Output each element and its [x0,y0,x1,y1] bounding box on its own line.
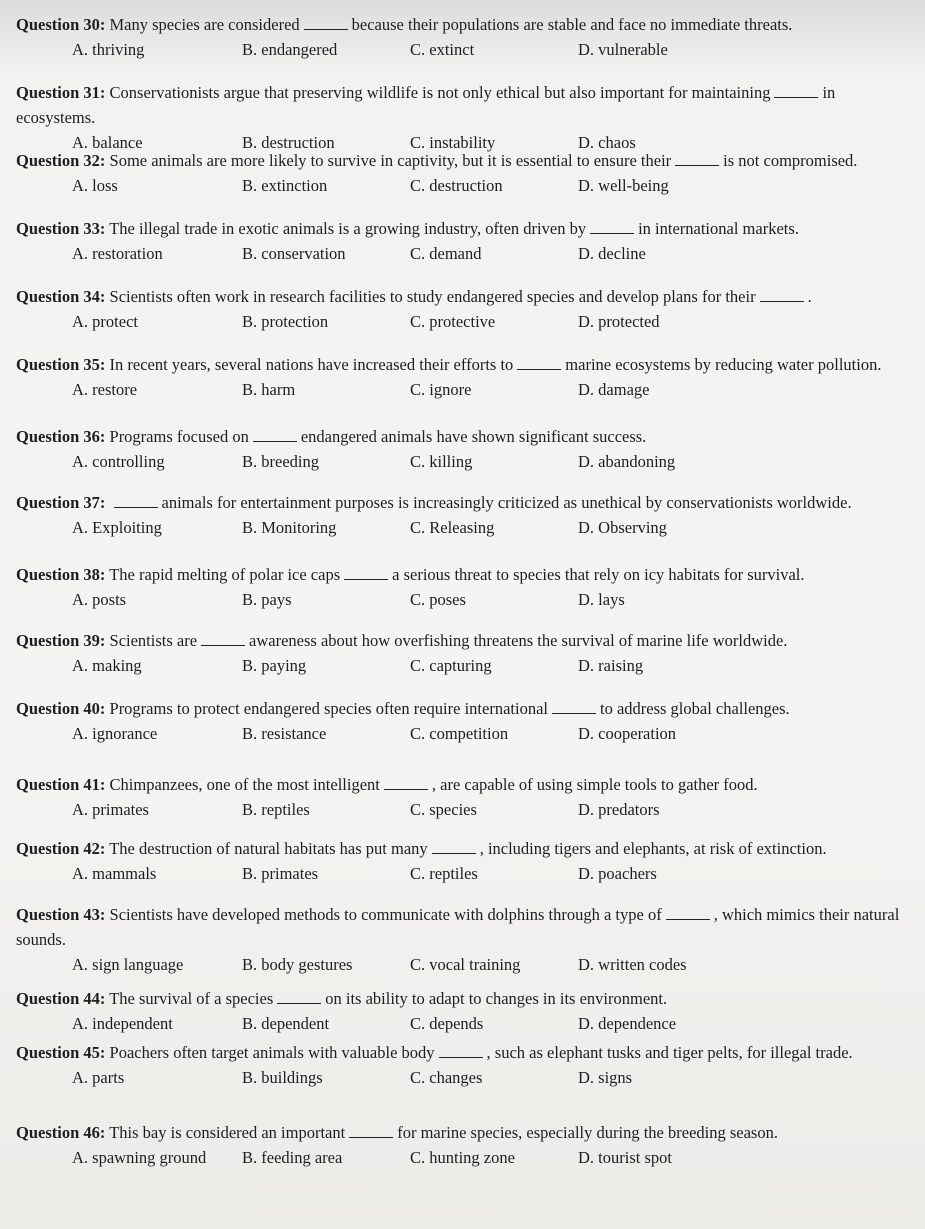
option-c: C. hunting zone [410,1148,515,1167]
stem-before-blank: Chimpanzees, one of the most intelligent [109,775,380,794]
stem-after-blank: for marine species, especially during the breeding season. [397,1123,778,1142]
question-stem [16,352,906,377]
stem-before-blank: Many species are considered [109,15,300,34]
option-a: A. protect [72,312,138,331]
question-number: Question 38: [16,565,106,584]
question-32 [16,148,906,197]
option-c: C. demand [410,244,482,263]
question-44 [16,986,906,1035]
question-number: Question 45: [16,1043,106,1062]
question-36 [16,424,906,473]
stem-before-blank: Scientists often work in research facilities to study endangered species and develop plans for their [109,287,756,306]
question-number: Question 33: [16,219,106,238]
option-d: D. signs [578,1068,633,1087]
question-42 [16,836,906,885]
option-c: C. reptiles [410,864,478,883]
option-d: D. well-being [578,176,669,195]
option-c: C. species [410,800,477,819]
question-number: Question 44: [16,989,106,1008]
question-31 [16,80,906,154]
option-d: D. cooperation [578,724,677,743]
options [16,954,906,976]
question-stem [16,696,906,721]
question-39 [16,628,906,677]
option-c: C. killing [410,452,473,471]
stem-after-blank: because their populations are stable and face no immediate threats. [351,15,793,34]
options [16,723,906,745]
option-c: C. extinct [410,40,475,59]
stem-after-blank: in international markets. [638,219,799,238]
answer-blank [439,1045,483,1058]
option-b: B. Monitoring [242,518,337,537]
stem-before-blank: In recent years, several nations have increased their efforts to [109,355,514,374]
option-d: D. vulnerable [578,40,668,59]
option-b: B. buildings [242,1068,323,1087]
question-number: Question 41: [16,775,106,794]
option-d: D. lays [578,590,625,609]
question-37 [16,490,906,539]
answer-blank [675,153,719,166]
stem-before-blank: The survival of a species [109,989,274,1008]
option-b: B. breeding [242,452,319,471]
stem-before-blank: Scientists are [109,631,198,650]
option-c: C. destruction [410,176,503,195]
option-c: C. competition [410,724,509,743]
question-stem [16,284,906,309]
option-c: C. ignore [410,380,472,399]
option-b: B. harm [242,380,296,399]
question-35 [16,352,906,401]
option-a: A. thriving [72,40,145,59]
stem-after-blank: in ecosystems. [16,83,836,127]
question-stem [16,986,906,1011]
option-d: D. chaos [578,133,636,152]
question-stem [16,80,906,130]
options [16,243,906,265]
question-stem [16,1120,906,1145]
option-b: B. dependent [242,1014,330,1033]
question-stem [16,772,906,797]
option-b: B. primates [242,864,319,883]
stem-before-blank: Programs to protect endangered species often require international [109,699,548,718]
option-d: D. damage [578,380,650,399]
option-b: B. destruction [242,133,335,152]
question-number: Question 37: [16,493,106,512]
answer-blank [349,1125,393,1138]
stem-before-blank: Conservationists argue that preserving wildlife is not only ethical but also important for maintaining [109,83,771,102]
option-c: C. protective [410,312,496,331]
question-stem [16,1040,906,1065]
stem-after-blank: is not compromised. [723,151,858,170]
options [16,1067,906,1089]
stem-before-blank: Scientists have developed methods to communicate with dolphins through a type of [109,905,662,924]
question-stem [16,836,906,861]
question-number: Question 32: [16,151,106,170]
question-33 [16,216,906,265]
option-c: C. depends [410,1014,484,1033]
question-number: Question 46: [16,1123,106,1142]
question-40 [16,696,906,745]
option-d: D. decline [578,244,646,263]
option-a: A. ignorance [72,724,158,743]
stem-after-blank: , which mimics their natural sounds. [16,905,900,949]
option-a: A. loss [72,176,118,195]
answer-blank [253,429,297,442]
answer-blank [552,701,596,714]
answer-blank [590,221,634,234]
stem-before-blank: Some animals are more likely to survive in captivity, but it is essential to ensure their [109,151,672,170]
question-30 [16,12,906,61]
option-a: A. independent [72,1014,173,1033]
option-a: A. controlling [72,452,165,471]
option-d: D. written codes [578,955,687,974]
option-d: D. tourist spot [578,1148,672,1167]
option-d: D. dependence [578,1014,677,1033]
stem-after-blank: on its ability to adapt to changes in its environment. [325,989,668,1008]
question-38 [16,562,906,611]
answer-blank [344,567,388,580]
stem-after-blank: awareness about how overfishing threatens the survival of marine life worldwide. [249,631,788,650]
option-c: C. changes [410,1068,483,1087]
question-stem [16,902,906,952]
question-45 [16,1040,906,1089]
answer-blank [666,907,710,920]
question-46 [16,1120,906,1169]
option-c: C. capturing [410,656,492,675]
option-b: B. extinction [242,176,328,195]
option-b: B. conservation [242,244,346,263]
options [16,39,906,61]
options [16,311,906,333]
options [16,655,906,677]
option-a: A. making [72,656,142,675]
question-number: Question 31: [16,83,106,102]
stem-before-blank: The rapid melting of polar ice caps [109,565,341,584]
options [16,379,906,401]
answer-blank [201,633,245,646]
options [16,451,906,473]
question-stem [16,424,906,449]
answer-blank [114,495,158,508]
stem-before-blank: This bay is considered an important [109,1123,346,1142]
stem-after-blank: endangered animals have shown significant success. [300,427,647,446]
question-number: Question 36: [16,427,106,446]
option-c: C. instability [410,133,496,152]
option-b: B. endangered [242,40,338,59]
option-b: B. body gestures [242,955,353,974]
option-d: D. Observing [578,518,667,537]
answer-blank [384,777,428,790]
option-d: D. predators [578,800,660,819]
options [16,1147,906,1169]
option-a: A. sign language [72,955,184,974]
option-d: D. protected [578,312,660,331]
option-c: C. Releasing [410,518,495,537]
options [16,517,906,539]
option-a: A. balance [72,133,143,152]
question-stem [16,216,906,241]
option-a: A. restoration [72,244,163,263]
option-b: B. resistance [242,724,327,743]
option-a: A. primates [72,800,149,819]
question-number: Question 30: [16,15,106,34]
question-stem [16,562,906,587]
option-b: B. protection [242,312,329,331]
option-b: B. feeding area [242,1148,343,1167]
stem-before-blank: The illegal trade in exotic animals is a growing industry, often driven by [109,219,587,238]
options [16,799,906,821]
option-a: A. mammals [72,864,157,883]
option-b: B. pays [242,590,292,609]
options [16,1013,906,1035]
question-stem [16,12,906,37]
option-d: D. poachers [578,864,657,883]
answer-blank [760,289,804,302]
question-number: Question 43: [16,905,106,924]
option-c: C. poses [410,590,466,609]
question-34 [16,284,906,333]
stem-before-blank: Programs focused on [109,427,249,446]
question-number: Question 40: [16,699,106,718]
answer-blank [277,991,321,1004]
answer-blank [774,85,818,98]
stem-before-blank: The destruction of natural habitats has put many [109,839,428,858]
stem-after-blank: marine ecosystems by reducing water pollution. [565,355,882,374]
question-number: Question 34: [16,287,106,306]
option-b: B. paying [242,656,307,675]
option-d: D. raising [578,656,644,675]
answer-blank [432,841,476,854]
option-b: B. reptiles [242,800,310,819]
stem-after-blank: animals for entertainment purposes is increasingly criticized as unethical by conservationists worldwide. [161,493,852,512]
option-d: D. abandoning [578,452,676,471]
question-stem [16,490,906,515]
option-a: A. posts [72,590,127,609]
question-41 [16,772,906,821]
question-stem [16,628,906,653]
question-number: Question 35: [16,355,106,374]
question-43 [16,902,906,976]
option-a: A. Exploiting [72,518,162,537]
option-a: A. parts [72,1068,125,1087]
question-number: Question 42: [16,839,106,858]
stem-after-blank: , including tigers and elephants, at risk of extinction. [479,839,827,858]
stem-after-blank: , such as elephant tusks and tiger pelts, for illegal trade. [486,1043,853,1062]
options [16,175,906,197]
stem-after-blank: . [807,287,812,306]
option-a: A. restore [72,380,138,399]
option-a: A. spawning ground [72,1148,207,1167]
stem-after-blank: , are capable of using simple tools to gather food. [431,775,758,794]
question-number: Question 39: [16,631,106,650]
question-stem [16,148,906,173]
stem-before-blank: Poachers often target animals with valuable body [109,1043,435,1062]
stem-after-blank: a serious threat to species that rely on icy habitats for survival. [392,565,805,584]
options [16,863,906,885]
options [16,589,906,611]
answer-blank [304,17,348,30]
stem-after-blank: to address global challenges. [599,699,790,718]
option-c: C. vocal training [410,955,521,974]
answer-blank [517,357,561,370]
